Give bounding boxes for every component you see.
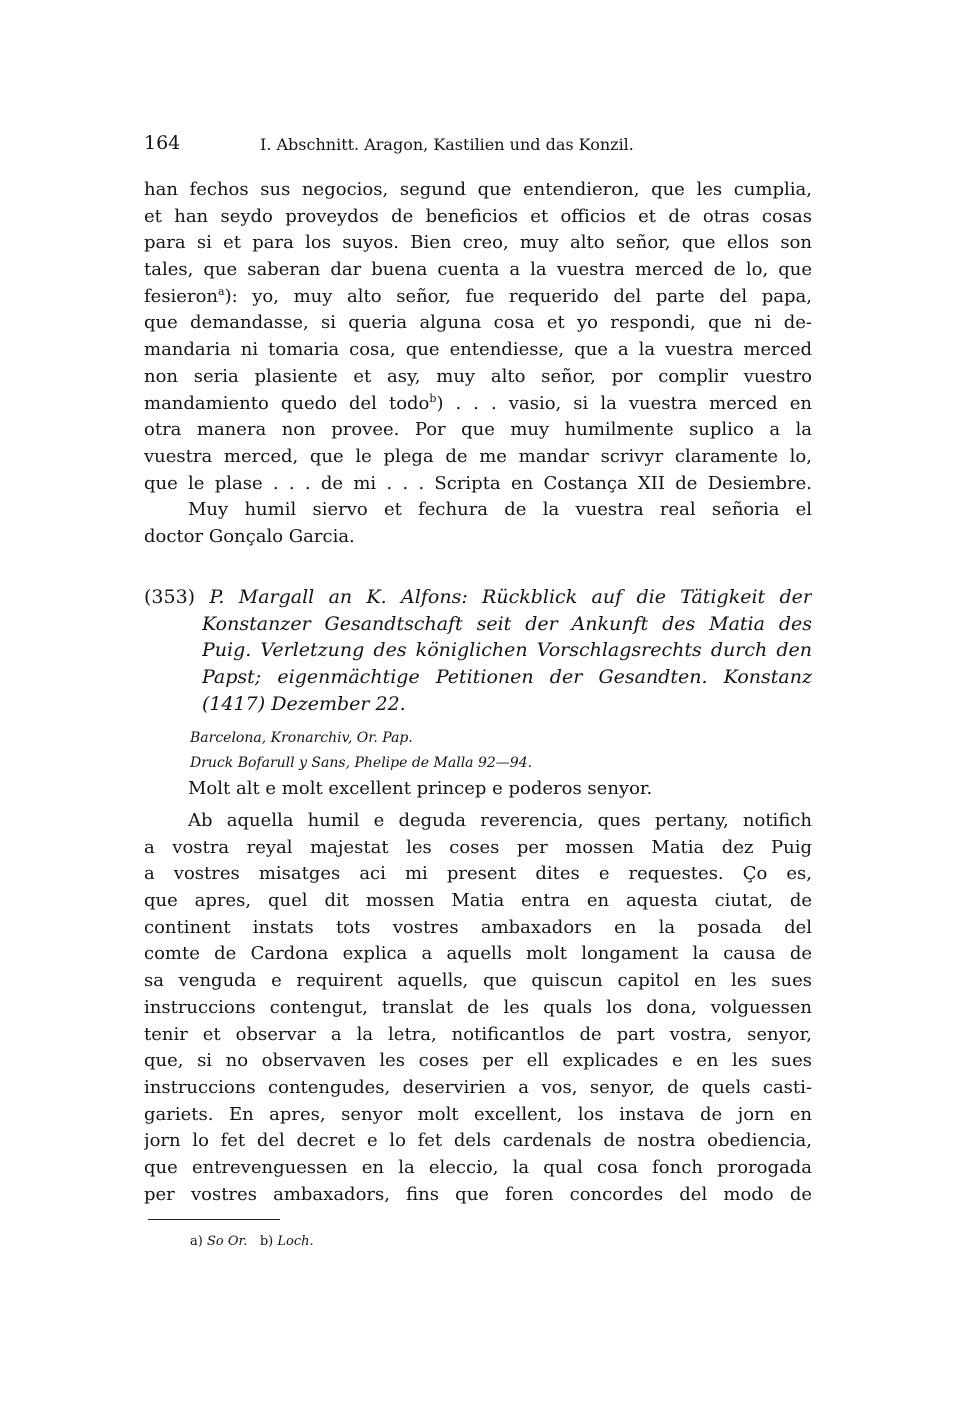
- page-number: 164: [144, 132, 181, 154]
- text-line: que le plase . . . de mi . . . Scripta en Costança XII de Desiembre.: [144, 472, 812, 494]
- footnote-mark: a): [190, 1234, 203, 1249]
- salutation: Molt alt e molt excellent princep e poderos senyor.: [188, 778, 653, 799]
- running-title: I. Abschnitt. Aragon, Kastilien und das Konzil.: [260, 135, 634, 154]
- regest-line: Konstanzer Gesandtschaft seit der Ankunft des Matia des: [202, 612, 812, 635]
- signature-line: doctor Gonçalo Garcia.: [144, 525, 355, 547]
- text-line: [144, 284, 812, 311]
- text-line: para si et para los suyos. Bien creo, muy alto señor, que ellos son: [144, 232, 812, 254]
- text-line: mandaria ni tomaria cosa, que entendiesse, que a la vuestra merced: [144, 339, 812, 361]
- print-source: Druck Bofarull y Sans, Phelipe de Malla 92—94.: [190, 755, 533, 771]
- text-fragment: fesieron: [144, 285, 218, 307]
- archive-source: Barcelona, Kronarchiv, Or. Pap.: [190, 730, 413, 746]
- text-line: sa venguda e requirent aquells, que quiscun capitol en les sues: [144, 970, 812, 992]
- document-number: (353): [144, 586, 196, 608]
- regest-line: Puig. Verletzung des königlichen Vorschlagsrechts durch den: [202, 639, 812, 662]
- footnotes: [190, 1234, 314, 1249]
- regest-line: [144, 584, 812, 611]
- regest-line: (1417) Dezember 22.: [202, 692, 406, 715]
- text-line: comte de Cardona explica a aquells molt longament la causa de: [144, 943, 812, 965]
- letter-continuation: [144, 177, 812, 551]
- text-line: tales, que saberan dar buena cuenta a la vuestra merced de lo, que: [144, 259, 812, 281]
- text-line: que, si no observaven les coses per ell explicades e en les sues: [144, 1050, 812, 1072]
- text-line: jorn lo fet del decret e lo fet dels cardenals de nostra obediencia,: [144, 1130, 812, 1152]
- footnote-mark: b): [259, 1234, 274, 1249]
- text-line: tenir et observar a la letra, notificantlos de part vostra, senyor,: [144, 1023, 812, 1045]
- text-line: han fechos sus negocios, segund que entendieron, que les cumplia,: [144, 179, 812, 200]
- text-line: instruccions contengut, translat de les quals los dona, volguessen: [144, 996, 812, 1018]
- text-line: vuestra merced, que le plega de me mandar scrivyr claramente lo,: [144, 445, 812, 467]
- footnote-mark-a: a: [218, 284, 225, 298]
- text-line: gariets. En apres, senyor molt excellent, los instava de jorn en: [144, 1103, 812, 1125]
- text-line: otra manera non provee. Por que muy humilmente suplico a la: [144, 419, 812, 441]
- text-line: continent instats tots vostres ambaxadors en la posada del: [144, 916, 812, 938]
- text-line: [144, 391, 812, 418]
- page-header: [144, 132, 812, 162]
- text-line: a vostres misatges aci mi present dites e requestes. Ço es,: [144, 863, 812, 885]
- document-regest: [144, 584, 812, 717]
- footnote-separator: [148, 1219, 280, 1220]
- text-fragment: ): yo, muy alto señor, fue requerido del parte del papa,: [224, 285, 812, 307]
- text-line: et han seydo proveydos de beneficios et officios et de otras cosas: [144, 205, 812, 227]
- footnote-text: Loch.: [277, 1234, 314, 1249]
- text-fragment: mandamiento quedo del todo: [144, 392, 430, 414]
- footnote-text: So Or.: [206, 1234, 248, 1249]
- footnote-mark-b: b: [429, 391, 437, 405]
- regest-line: Papst; eigenmächtige Petitionen der Gesandten. Konstanz: [202, 666, 812, 689]
- letter-body: [144, 776, 812, 803]
- text-line: que entrevenguessen en la eleccio, la qual cosa fonch prorogada: [144, 1156, 812, 1178]
- letter-text: [144, 808, 812, 1208]
- text-fragment: ) . . . vasio, si la vuestra merced en: [436, 392, 812, 414]
- text-line: per vostres ambaxadors, fins que foren concordes del modo de: [144, 1183, 812, 1205]
- text-line: instruccions contengudes, deservirien a vos, senyor, de quels casti-: [144, 1076, 812, 1098]
- text-line: Ab aquella humil e deguda reverencia, ques pertany, notifich: [188, 810, 812, 831]
- regest-text: P. Margall an K. Alfons: Rückblick auf die Tätigkeit der: [209, 586, 812, 608]
- text-line: que demandasse, si queria alguna cosa et yo respondi, que ni de-: [144, 312, 812, 334]
- text-line: que apres, quel dit mossen Matia entra en aquesta ciutat, de: [144, 890, 812, 912]
- text-line: a vostra reyal majestat les coses per mossen Matia dez Puig: [144, 836, 812, 858]
- signature-line: Muy humil siervo et fechura de la vuestra real señoria el: [188, 499, 812, 521]
- text-line: non seria plasiente et asy, muy alto señor, por complir vuestro: [144, 365, 812, 387]
